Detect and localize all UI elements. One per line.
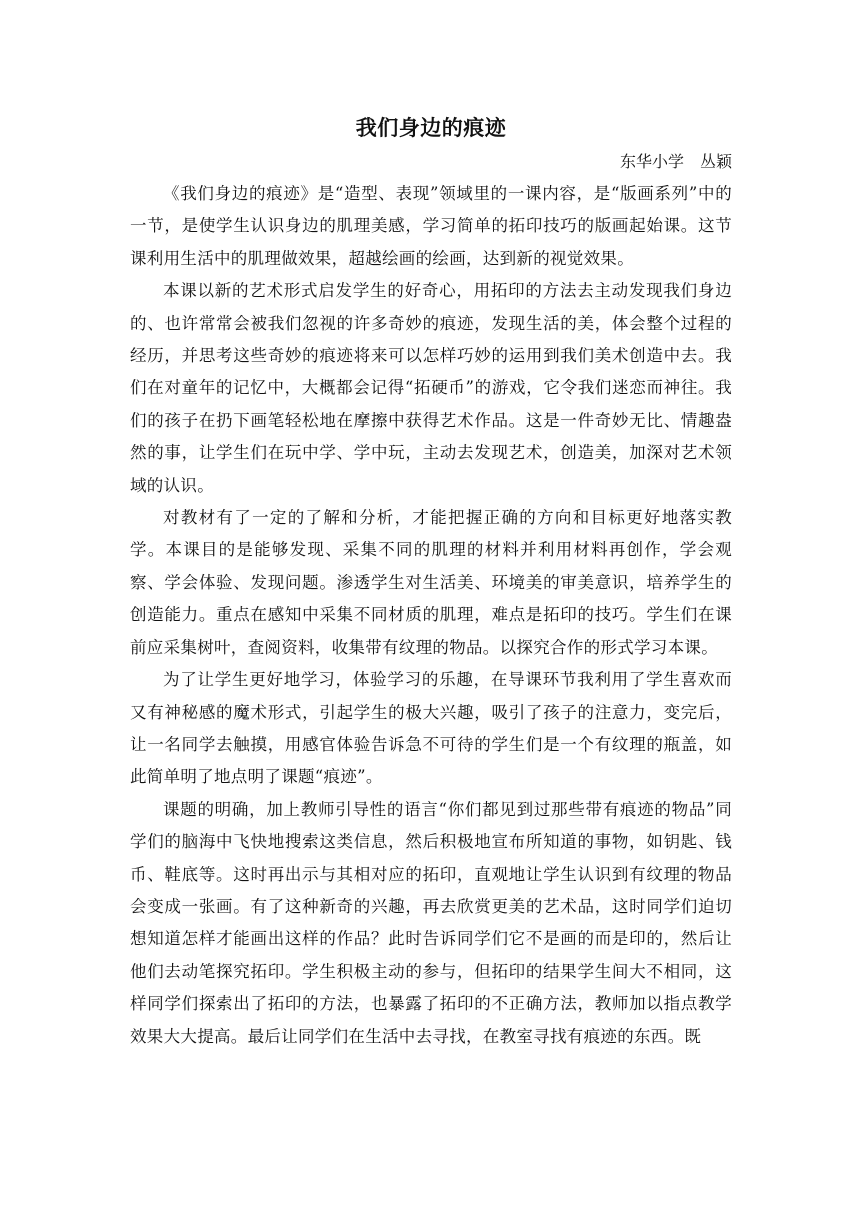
paragraph-2: 本课以新的艺术形式启发学生的好奇心，用拓印的方法去主动发现我们身边的、也许常常会被我们忽视的许多奇妙的痕迹，发现生活的美，体会整个过程的经历，并思考这些奇妙的痕迹将来可以怎样巧妙的运用到我们美术创造中去。我们在对童年的记忆中，大概都会记得“拓硬币”的游戏，它令我们迷恋而神往。我们的孩子在扔下画笔轻松地在摩擦中获得艺术作品。这是一件奇妙无比、情趣盎然的事，让学生们在玩中学、学中玩，主动去发现艺术，创造美，加深对艺术领域的认识。 xyxy=(130,281,732,495)
paragraph-3: 对教材有了一定的了解和分析，才能把握正确的方向和目标更好地落实教学。本课目的是能够发现、采集不同的肌理的材料并利用材料再创作，学会观察、学会体验、发现问题。渗透学生对生活美、环境美的审美意识，培养学生的创造能力。重点在感知中采集不同材质的肌理，难点是拓印的技巧。学生们在课前应采集树叶，查阅资料，收集带有纹理的物品。以探究合作的形式学习本课。 xyxy=(130,508,732,657)
document-title: 我们身边的痕迹 xyxy=(355,115,507,140)
paragraph-5: 课题的明确，加上教师引导性的语言“你们都见到过那些带有痕迹的物品”同学们的脑海中飞快地搜索这类信息，然后积极地宣布所知道的事物，如钥匙、钱币、鞋底等。这时再出示与其相对应的拓印，直观地让学生认识到有纹理的物品会变成一张画。有了这种新奇的兴趣，再去欣赏更美的艺术品，这时同学们迫切想知道怎样才能画出这样的作品？此时告诉同学们它不是画的而是印的，然后让他们去动笔探究拓印。学生积极主动的参与，但拓印的结果学生间大不相同，这样同学们探索出了拓印的方法，也暴露了拓印的不正确方法，教师加以指点教学效果大大提高。最后让同学们在生活中去寻找，在教室寻找有痕迹的东西。既 xyxy=(130,799,732,1046)
document-page xyxy=(130,110,732,1053)
paragraph-1: 《我们身边的痕迹》是“造型、表现”领域里的一课内容，是“版画系列”中的一节，是使学生认识身边的肌理美感，学习简单的拓印技巧的版画起始课。这节课利用生活中的肌理做效果，超越绘画的绘画，达到新的视觉效果。 xyxy=(130,184,732,268)
paragraph-4: 为了让学生更好地学习，体验学习的乐趣，在导课环节我利用了学生喜欢而又有神秘感的魔术形式，引起学生的极大兴趣，吸引了孩子的注意力，变完后，让一名同学去触摸，用感官体验告诉急不可待的学生们是一个有纹理的瓶盖，如此简单明了地点明了课题“痕迹”。 xyxy=(130,670,732,787)
author-line: 东华小学 丛颖 xyxy=(619,152,732,171)
